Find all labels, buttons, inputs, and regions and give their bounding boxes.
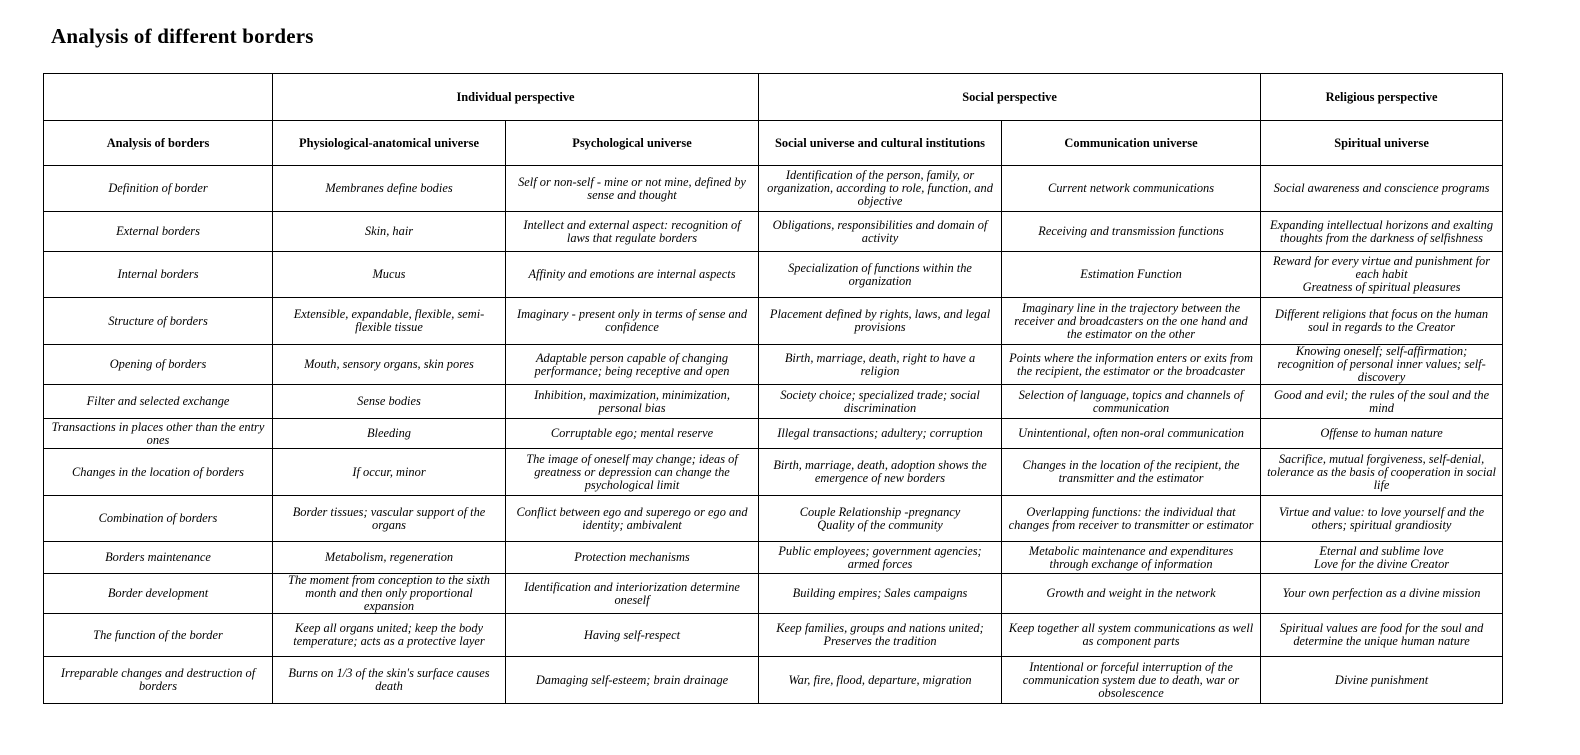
table-cell: Self or non-self - mine or not mine, defined by sense and thought — [506, 166, 759, 212]
table-cell: Protection mechanisms — [506, 542, 759, 574]
table-row — [44, 419, 1503, 449]
table-cell: Offense to human nature — [1261, 419, 1503, 449]
column-header: Spiritual universe — [1261, 121, 1503, 166]
table-cell: Intellect and external aspect: recognition of laws that regulate borders — [506, 212, 759, 252]
table-cell: Good and evil; the rules of the soul and the mind — [1261, 385, 1503, 419]
table-cell: Changes in the location of the recipient, the transmitter and the estimator — [1002, 449, 1261, 496]
group-header-empty — [44, 74, 273, 121]
table-cell: Current network communications — [1002, 166, 1261, 212]
table-cell: Reward for every virtue and punishment for each habit Greatness of spiritual pleasures — [1261, 252, 1503, 298]
group-header-religious: Religious perspective — [1261, 74, 1503, 121]
table-cell: Estimation Function — [1002, 252, 1261, 298]
table-row — [44, 252, 1503, 298]
table-cell: Divine punishment — [1261, 657, 1503, 704]
table-cell: Burns on 1/3 of the skin's surface causes death — [273, 657, 506, 704]
row-label-cell: The function of the border — [44, 614, 273, 657]
table-row — [44, 542, 1503, 574]
table-row — [44, 166, 1503, 212]
table-row — [44, 614, 1503, 657]
row-label-cell: Filter and selected exchange — [44, 385, 273, 419]
table-row — [44, 298, 1503, 345]
table-cell: Affinity and emotions are internal aspects — [506, 252, 759, 298]
table-row — [44, 212, 1503, 252]
table-cell: Illegal transactions; adultery; corruption — [759, 419, 1002, 449]
table-cell: Knowing oneself; self-affirmation; recognition of personal inner values; self-discovery — [1261, 345, 1503, 385]
table-cell: Expanding intellectual horizons and exalting thoughts from the darkness of selfishness — [1261, 212, 1503, 252]
table-cell: Birth, marriage, death, adoption shows the emergence of new borders — [759, 449, 1002, 496]
table-cell: Birth, marriage, death, right to have a religion — [759, 345, 1002, 385]
table-cell: Different religions that focus on the human soul in regards to the Creator — [1261, 298, 1503, 345]
group-header-individual: Individual perspective — [273, 74, 759, 121]
table-row — [44, 449, 1503, 496]
table-cell: Bleeding — [273, 419, 506, 449]
table-cell: Sense bodies — [273, 385, 506, 419]
table-cell: Sacrifice, mutual forgiveness, self-denial, tolerance as the basis of cooperation in social life — [1261, 449, 1503, 496]
table-cell: Public employees; government agencies; armed forces — [759, 542, 1002, 574]
table-cell: Metabolism, regeneration — [273, 542, 506, 574]
row-label-cell: Definition of border — [44, 166, 273, 212]
table-cell: Keep families, groups and nations united; Preserves the tradition — [759, 614, 1002, 657]
table-cell: Spiritual values are food for the soul and determine the unique human nature — [1261, 614, 1503, 657]
table-cell: Having self-respect — [506, 614, 759, 657]
column-header: Communication universe — [1002, 121, 1261, 166]
row-label-cell: Changes in the location of borders — [44, 449, 273, 496]
table-cell: Keep together all system communications as well as component parts — [1002, 614, 1261, 657]
table-cell: Virtue and value: to love yourself and the others; spiritual grandiosity — [1261, 496, 1503, 542]
group-header-row — [44, 74, 1503, 121]
table-row — [44, 345, 1503, 385]
table-row — [44, 496, 1503, 542]
row-label-cell: Transactions in places other than the entry ones — [44, 419, 273, 449]
table-cell: Mucus — [273, 252, 506, 298]
row-label-cell: Opening of borders — [44, 345, 273, 385]
table-cell: Society choice; specialized trade; social discrimination — [759, 385, 1002, 419]
row-label-cell: Borders maintenance — [44, 542, 273, 574]
table-cell: Obligations, responsibilities and domain of activity — [759, 212, 1002, 252]
table-cell: Skin, hair — [273, 212, 506, 252]
column-header: Social universe and cultural institutions — [759, 121, 1002, 166]
table-cell: Social awareness and conscience programs — [1261, 166, 1503, 212]
column-header: Physiological-anatomical universe — [273, 121, 506, 166]
table-row — [44, 385, 1503, 419]
table-cell: Points where the information enters or exits from the recipient, the estimator or the broadcaster — [1002, 345, 1261, 385]
table-cell: Imaginary line in the trajectory between the receiver and broadcasters on the one hand and the estimator on the other — [1002, 298, 1261, 345]
table-cell: Receiving and transmission functions — [1002, 212, 1261, 252]
column-header: Analysis of borders — [44, 121, 273, 166]
table-cell: Conflict between ego and superego or ego and identity; ambivalent — [506, 496, 759, 542]
table-cell: Keep all organs united; keep the body temperature; acts as a protective layer — [273, 614, 506, 657]
group-header-social: Social perspective — [759, 74, 1261, 121]
column-header: Psychological universe — [506, 121, 759, 166]
page-title: Analysis of different borders — [51, 24, 314, 48]
table-cell: Selection of language, topics and channels of communication — [1002, 385, 1261, 419]
table-cell: Membranes define bodies — [273, 166, 506, 212]
table-cell: The moment from conception to the sixth month and then only proportional expansion — [273, 574, 506, 614]
table-cell: Damaging self-esteem; brain drainage — [506, 657, 759, 704]
row-label-cell: External borders — [44, 212, 273, 252]
row-label-cell: Border development — [44, 574, 273, 614]
table-cell: Inhibition, maximization, minimization, personal bias — [506, 385, 759, 419]
table-row — [44, 657, 1503, 704]
table-cell: Eternal and sublime love Love for the divine Creator — [1261, 542, 1503, 574]
table-row — [44, 574, 1503, 614]
table-cell: Placement defined by rights, laws, and legal provisions — [759, 298, 1002, 345]
table-cell: Mouth, sensory organs, skin pores — [273, 345, 506, 385]
table-cell: Corruptable ego; mental reserve — [506, 419, 759, 449]
table-cell: Imaginary - present only in terms of sense and confidence — [506, 298, 759, 345]
table-cell: Border tissues; vascular support of the organs — [273, 496, 506, 542]
table-cell: Intentional or forceful interruption of the communication system due to death, war or obsolescence — [1002, 657, 1261, 704]
borders-table — [43, 73, 1503, 704]
row-label-cell: Structure of borders — [44, 298, 273, 345]
table-cell: Unintentional, often non-oral communication — [1002, 419, 1261, 449]
table-cell: Adaptable person capable of changing performance; being receptive and open — [506, 345, 759, 385]
table-cell: Identification of the person, family, or organization, according to role, function, and objective — [759, 166, 1002, 212]
table-cell: Metabolic maintenance and expenditures through exchange of information — [1002, 542, 1261, 574]
table-cell: Growth and weight in the network — [1002, 574, 1261, 614]
table-cell: Specialization of functions within the organization — [759, 252, 1002, 298]
table-cell: Overlapping functions: the individual that changes from receiver to transmitter or estimator — [1002, 496, 1261, 542]
column-header-row — [44, 121, 1503, 166]
table-cell: Your own perfection as a divine mission — [1261, 574, 1503, 614]
table-cell: Extensible, expandable, flexible, semi-flexible tissue — [273, 298, 506, 345]
table-cell: The image of oneself may change; ideas of greatness or depression can change the psychological limit — [506, 449, 759, 496]
table-cell: If occur, minor — [273, 449, 506, 496]
table-cell: Identification and interiorization determine oneself — [506, 574, 759, 614]
row-label-cell: Internal borders — [44, 252, 273, 298]
row-label-cell: Irreparable changes and destruction of borders — [44, 657, 273, 704]
table-body — [44, 166, 1503, 704]
table-cell: Building empires; Sales campaigns — [759, 574, 1002, 614]
row-label-cell: Combination of borders — [44, 496, 273, 542]
table-cell: Couple Relationship -pregnancy Quality of the community — [759, 496, 1002, 542]
table-cell: War, fire, flood, departure, migration — [759, 657, 1002, 704]
